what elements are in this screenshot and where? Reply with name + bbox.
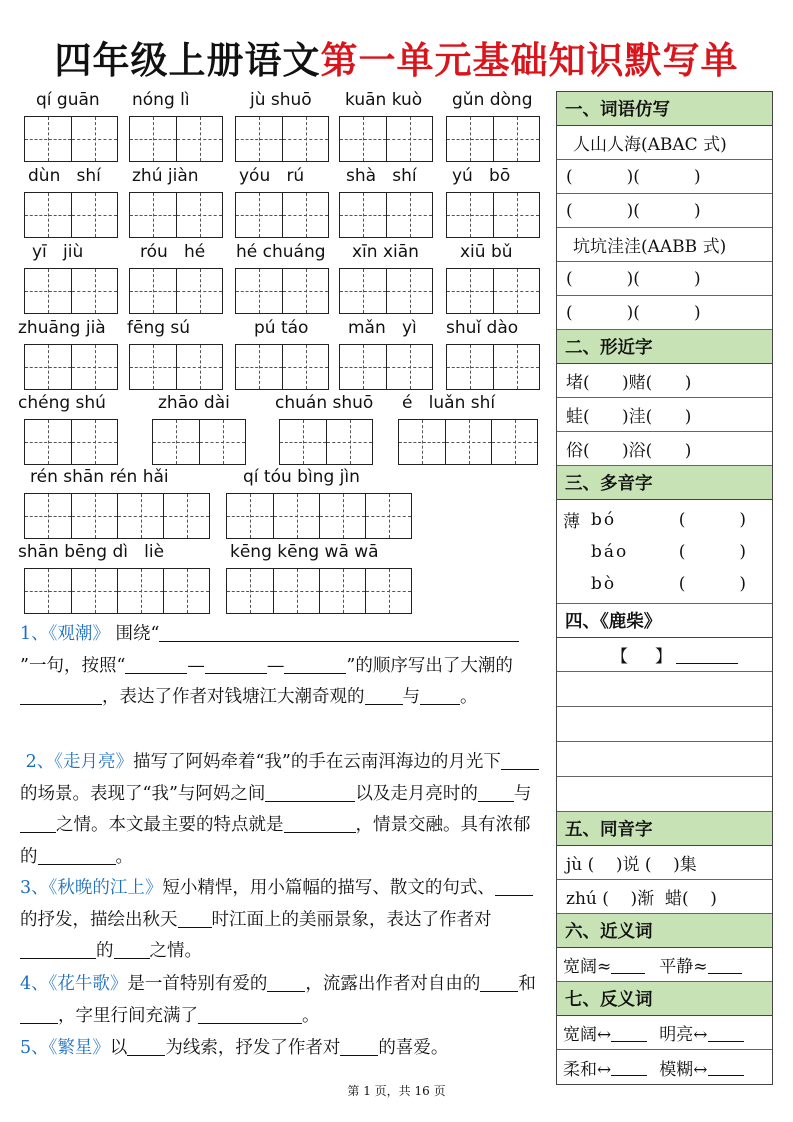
pinyin-label: zhuāng jià xyxy=(18,318,106,338)
answer-parens: ( )( ) xyxy=(566,268,701,289)
antonym-row[interactable] xyxy=(557,1050,772,1084)
page-title xyxy=(0,30,793,84)
q3-blank-4[interactable] xyxy=(114,940,150,959)
q5-title: 《繁星》 xyxy=(48,1038,110,1058)
q4-blank-2[interactable] xyxy=(480,973,518,992)
q3-text-2: 的抒发，描绘出秋天 xyxy=(20,909,178,930)
tianzige-cell[interactable] xyxy=(25,269,71,313)
tianzige-box[interactable] xyxy=(24,116,118,162)
question-1 xyxy=(20,619,542,714)
tianzige-box[interactable] xyxy=(339,116,433,162)
tianzige-cell[interactable] xyxy=(153,420,199,464)
q2-text-2: 的场景。表现了“我”与阿妈之间 xyxy=(20,783,266,804)
reading-1: bó xyxy=(591,509,617,530)
reading-paren: ( ) xyxy=(678,573,746,594)
q5-text-3: 的喜爱。 xyxy=(378,1038,449,1058)
pinyin-label: rén shān rén hǎi xyxy=(30,467,169,487)
tianzige-box[interactable] xyxy=(24,493,210,539)
tianzige-cell[interactable] xyxy=(493,117,539,161)
tianzige-cell[interactable] xyxy=(176,117,222,161)
tianzige-box[interactable] xyxy=(235,268,329,314)
pinyin-label: qí guān xyxy=(36,90,100,110)
pinyin-label: é luǎn shí xyxy=(402,393,496,413)
polyphonic-row xyxy=(563,568,766,600)
title-part1: 四年级上册语文 xyxy=(54,39,321,82)
polyphonic-row xyxy=(563,504,766,536)
pinyin-label: hé chuáng xyxy=(236,242,326,262)
section-heading-6: 六、近义词 xyxy=(557,914,772,948)
pinyin-label: chéng shú xyxy=(18,393,106,413)
poem-line-row[interactable] xyxy=(557,707,772,742)
q3-text-5: 之情。 xyxy=(149,941,202,962)
pinyin-label: yú bō xyxy=(452,166,511,186)
q1-text-3: ”的顺序写出了大潮的 xyxy=(346,655,513,676)
synonym-word-1: 宽阔≈ xyxy=(563,957,612,977)
pinyin-label: pú táo xyxy=(254,318,309,338)
similar-char-text: 蛙( )洼( ) xyxy=(566,407,692,427)
q1-blank-1b[interactable] xyxy=(497,623,519,642)
tianzige-box[interactable] xyxy=(129,344,223,390)
q4-blank-1[interactable] xyxy=(267,973,305,992)
q2-blank-6[interactable] xyxy=(38,846,116,865)
tianzige-box[interactable] xyxy=(339,344,433,390)
synonym-blank-2[interactable] xyxy=(708,955,742,974)
antonym-blank-2[interactable] xyxy=(708,1023,744,1042)
page-footer: 第 1 页，共 16 页 xyxy=(347,1084,446,1098)
tianzige-cell[interactable] xyxy=(71,193,117,237)
q4-title: 《花牛歌》 xyxy=(48,974,128,994)
tianzige-cell[interactable] xyxy=(319,494,365,538)
pinyin-label: yóu rú xyxy=(239,166,305,186)
tianzige-cell[interactable] xyxy=(386,193,432,237)
similar-char-text: 堵( )赌( ) xyxy=(566,373,692,393)
tianzige-box[interactable] xyxy=(152,419,246,465)
q3-text-1: 短小精悍，用小篇幅的描写、散文的句式、 xyxy=(162,878,495,898)
q5-text-2: 为线索，抒发了作者对 xyxy=(165,1038,341,1058)
tianzige-cell[interactable] xyxy=(236,345,282,389)
synonym-blank-1[interactable] xyxy=(611,955,645,974)
q2-text-3: 以及走月亮时的 xyxy=(355,783,478,804)
tianzige-box[interactable] xyxy=(226,568,412,614)
tianzige-cell[interactable] xyxy=(340,345,386,389)
tianzige-cell[interactable] xyxy=(273,494,319,538)
q1-blank-7[interactable] xyxy=(420,686,460,705)
antonym-word-2: 明亮↔ xyxy=(659,1025,708,1045)
tianzige-cell[interactable] xyxy=(386,117,432,161)
q4-text-4: ，字里行间充满了 xyxy=(58,1005,198,1026)
tianzige-cell[interactable] xyxy=(447,117,493,161)
pinyin-label: zhú jiàn xyxy=(132,166,199,186)
q2-number: 2、 xyxy=(25,752,55,772)
q2-text-6: ，情景交融。具有浓郁的 xyxy=(20,815,531,868)
answer-parens: ( )( ) xyxy=(566,166,701,187)
pinyin-label: shà shí xyxy=(346,166,417,186)
tianzige-cell[interactable] xyxy=(386,345,432,389)
q3-text-3: 时江面上的美丽景象，表达了作者对 xyxy=(211,909,492,930)
q4-number: 4、 xyxy=(20,974,49,994)
tianzige-box[interactable] xyxy=(398,419,538,465)
tianzige-cell[interactable] xyxy=(71,494,117,538)
pinyin-label: mǎn yì xyxy=(348,318,417,338)
tianzige-cell[interactable] xyxy=(326,420,372,464)
q4-text-1: 是一首特别有爱的 xyxy=(127,974,268,994)
tianzige-cell[interactable] xyxy=(282,269,328,313)
similar-char-text: 俗( )浴( ) xyxy=(566,441,692,461)
tianzige-cell[interactable] xyxy=(130,193,176,237)
q1-title: 《观潮》 xyxy=(48,624,110,644)
homophone-text: jù ( )说 ( )集 xyxy=(566,855,697,875)
tianzige-cell[interactable] xyxy=(71,420,117,464)
sidebar-example-aabb: 坑坑洼洼(AABB 式) xyxy=(557,228,772,262)
pinyin-label: kēng kēng wā wā xyxy=(230,542,379,562)
pinyin-label: shān bēng dì liè xyxy=(18,542,165,562)
tianzige-cell[interactable] xyxy=(447,193,493,237)
question-3 xyxy=(20,873,542,968)
section-heading-1: 一、词语仿写 xyxy=(557,92,772,126)
tianzige-box[interactable] xyxy=(339,192,433,238)
tianzige-cell[interactable] xyxy=(199,420,245,464)
reading-2: báo xyxy=(591,541,629,562)
antonym-word-3: 柔和↔ xyxy=(563,1059,612,1080)
polyphonic-char: 薄 xyxy=(563,512,580,532)
question-2 xyxy=(20,747,542,874)
section-heading-5: 五、同音字 xyxy=(557,812,772,846)
answer-parens: ( )( ) xyxy=(566,302,701,323)
tianzige-cell[interactable] xyxy=(163,569,209,613)
q3-text-4: 的 xyxy=(96,941,114,962)
q5-blank-2[interactable] xyxy=(340,1037,378,1056)
tianzige-cell[interactable] xyxy=(236,269,282,313)
tianzige-cell[interactable] xyxy=(130,269,176,313)
answer-parens: ( )( ) xyxy=(566,200,701,221)
tianzige-cell[interactable] xyxy=(280,420,326,464)
tianzige-cell[interactable] xyxy=(176,193,222,237)
reading-3: bò xyxy=(591,573,617,594)
q1-text-4: ，表达了作者对钱塘江大潮奇观的 xyxy=(102,687,365,708)
q1-blank-4[interactable] xyxy=(284,654,346,673)
pinyin-label: xiū bǔ xyxy=(460,242,513,262)
tianzige-cell[interactable] xyxy=(273,569,319,613)
poem-line-row[interactable] xyxy=(557,777,772,812)
homophone-text: zhú ( )渐 蜡( ) xyxy=(566,889,717,909)
tianzige-box[interactable] xyxy=(129,192,223,238)
tianzige-box[interactable] xyxy=(24,268,118,314)
tianzige-box[interactable] xyxy=(235,116,329,162)
tianzige-cell[interactable] xyxy=(71,117,117,161)
poem-line-row[interactable] xyxy=(557,672,772,707)
tianzige-cell[interactable] xyxy=(282,345,328,389)
antonym-word-4: 模糊↔ xyxy=(659,1059,708,1080)
pinyin-label: gǔn dòng xyxy=(452,90,533,110)
tianzige-cell[interactable] xyxy=(71,345,117,389)
similar-char-row[interactable] xyxy=(557,398,772,432)
similar-char-row[interactable] xyxy=(557,364,772,398)
tianzige-cell[interactable] xyxy=(491,420,537,464)
sidebar-example-abac: 人山人海(ABAC 式) xyxy=(557,126,772,160)
poem-bracket: 【 】 xyxy=(611,647,673,667)
poem-line-row[interactable] xyxy=(557,742,772,777)
pinyin-label: zhāo dài xyxy=(158,393,230,413)
q1-dash-2: — xyxy=(266,655,285,676)
q3-blank-3[interactable] xyxy=(20,940,96,959)
tianzige-cell[interactable] xyxy=(117,494,163,538)
q1-blank-2[interactable] xyxy=(125,654,187,673)
tianzige-cell[interactable] xyxy=(25,193,71,237)
tianzige-box[interactable] xyxy=(279,419,373,465)
tianzige-cell[interactable] xyxy=(227,494,273,538)
reading-paren: ( ) xyxy=(678,509,746,530)
tianzige-cell[interactable] xyxy=(176,345,222,389)
q2-blank-2[interactable] xyxy=(265,782,335,801)
q4-blank-3[interactable] xyxy=(20,1004,58,1023)
pinyin-label: qí tóu bìng jìn xyxy=(243,467,360,487)
q3-blank-2[interactable] xyxy=(178,908,212,927)
pinyin-label: yī jiù xyxy=(32,242,84,262)
q1-blank-6[interactable] xyxy=(365,686,403,705)
pinyin-label: chuán shuō xyxy=(275,393,374,413)
tianzige-cell[interactable] xyxy=(445,420,491,464)
q4-blank-4[interactable] xyxy=(198,1004,302,1023)
tianzige-cell[interactable] xyxy=(236,117,282,161)
q1-blank-1[interactable] xyxy=(159,623,497,642)
homophone-row[interactable] xyxy=(557,880,772,914)
tianzige-box[interactable] xyxy=(235,192,329,238)
antonym-word-1: 宽阔↔ xyxy=(563,1025,612,1045)
pinyin-label: xīn xiān xyxy=(352,242,419,262)
q2-text-4: 与 xyxy=(513,783,532,804)
tianzige-box[interactable] xyxy=(24,419,118,465)
polyphonic-block[interactable] xyxy=(557,500,772,604)
q5-number: 5、 xyxy=(20,1038,49,1058)
q5-text-1: 以 xyxy=(109,1038,128,1058)
q1-blank-3[interactable] xyxy=(205,654,267,673)
pinyin-label: róu hé xyxy=(140,242,206,262)
q1-number: 1、 xyxy=(20,624,49,644)
section-heading-4: 四、《鹿柴》 xyxy=(557,604,772,638)
tianzige-cell[interactable] xyxy=(365,569,411,613)
tianzige-cell[interactable] xyxy=(493,193,539,237)
section-heading-3: 三、多音字 xyxy=(557,466,772,500)
tianzige-cell[interactable] xyxy=(25,494,71,538)
tianzige-box[interactable] xyxy=(24,192,118,238)
q1-dash-1: — xyxy=(187,655,205,676)
tianzige-cell[interactable] xyxy=(236,193,282,237)
homophone-row[interactable] xyxy=(557,846,772,880)
q4-text-2: ，流露出作者对自由的 xyxy=(305,974,481,994)
tianzige-cell[interactable] xyxy=(25,345,71,389)
pinyin-label: fēng sú xyxy=(127,318,191,338)
q1-text-6: 。 xyxy=(460,687,478,708)
q3-number: 3、 xyxy=(20,878,49,898)
tianzige-box[interactable] xyxy=(226,493,412,539)
q2-text-1: 描写了阿妈牵着“我”的手在云南洱海边的月光下 xyxy=(132,752,501,772)
q2-blank-2b[interactable] xyxy=(335,782,355,801)
tianzige-box[interactable] xyxy=(446,192,540,238)
tianzige-box[interactable] xyxy=(446,116,540,162)
tianzige-cell[interactable] xyxy=(176,269,222,313)
pinyin-label: nóng lì xyxy=(132,90,190,110)
q4-text-5: 。 xyxy=(302,1005,320,1026)
sidebar-panel xyxy=(556,91,773,1085)
reading-paren: ( ) xyxy=(678,541,746,562)
tianzige-cell[interactable] xyxy=(130,345,176,389)
tianzige-box[interactable] xyxy=(446,344,540,390)
q1-text-1: 围绕“ xyxy=(109,624,160,644)
q2-blank-3[interactable] xyxy=(478,782,514,801)
tianzige-cell[interactable] xyxy=(71,569,117,613)
tianzige-box[interactable] xyxy=(235,344,329,390)
title-part2: 第一单元基础知识默写单 xyxy=(320,39,739,82)
poem-title-row[interactable] xyxy=(557,638,772,672)
q2-blank-1[interactable] xyxy=(501,751,539,770)
q1-text-2: ”一句，按照“ xyxy=(20,655,126,676)
tianzige-cell[interactable] xyxy=(25,569,71,613)
pinyin-label: kuān kuò xyxy=(345,90,423,110)
q3-title: 《秋晚的江上》 xyxy=(48,878,163,898)
tianzige-box[interactable] xyxy=(24,568,210,614)
tianzige-cell[interactable] xyxy=(493,345,539,389)
antonym-blank-4[interactable] xyxy=(708,1058,744,1077)
tianzige-cell[interactable] xyxy=(25,420,71,464)
antonym-blank-1[interactable] xyxy=(611,1023,647,1042)
tianzige-box[interactable] xyxy=(446,268,540,314)
tianzige-cell[interactable] xyxy=(365,494,411,538)
poem-title-blank[interactable] xyxy=(676,645,738,664)
q2-blank-4[interactable] xyxy=(20,814,56,833)
tianzige-cell[interactable] xyxy=(493,269,539,313)
tianzige-cell[interactable] xyxy=(386,269,432,313)
tianzige-cell[interactable] xyxy=(447,345,493,389)
section-heading-7: 七、反义词 xyxy=(557,982,772,1016)
polyphonic-row xyxy=(563,536,766,568)
section-heading-2: 二、形近字 xyxy=(557,330,772,364)
similar-char-row[interactable] xyxy=(557,432,772,466)
tianzige-box[interactable] xyxy=(339,268,433,314)
tianzige-cell[interactable] xyxy=(130,117,176,161)
q3-blank-1[interactable] xyxy=(495,877,533,896)
sidebar-answer-row[interactable] xyxy=(557,296,772,330)
question-5 xyxy=(20,1033,542,1065)
sidebar-answer-row[interactable] xyxy=(557,194,772,228)
synonym-row[interactable] xyxy=(557,948,772,982)
antonym-row[interactable] xyxy=(557,1016,772,1050)
tianzige-cell[interactable] xyxy=(447,269,493,313)
tianzige-cell[interactable] xyxy=(163,494,209,538)
pinyin-label: shuǐ dào xyxy=(446,318,519,338)
tianzige-cell[interactable] xyxy=(340,193,386,237)
tianzige-cell[interactable] xyxy=(25,117,71,161)
q5-blank-1[interactable] xyxy=(127,1037,165,1056)
synonym-word-2: 平静≈ xyxy=(659,957,708,977)
tianzige-cell[interactable] xyxy=(340,117,386,161)
tianzige-cell[interactable] xyxy=(399,420,445,464)
q2-text-5: 之情。本文最主要的特点就是 xyxy=(56,815,284,836)
question-4 xyxy=(20,969,542,1032)
tianzige-cell[interactable] xyxy=(319,569,365,613)
tianzige-cell[interactable] xyxy=(71,269,117,313)
tianzige-cell[interactable] xyxy=(227,569,273,613)
q2-title: 《走月亮》 xyxy=(54,752,133,772)
q2-text-7: 。 xyxy=(115,847,133,868)
pinyin-label: jù shuō xyxy=(250,90,312,110)
q2-blank-5[interactable] xyxy=(284,814,356,833)
q1-blank-5[interactable] xyxy=(20,686,102,705)
sidebar-answer-row[interactable] xyxy=(557,160,772,194)
tianzige-box[interactable] xyxy=(129,268,223,314)
tianzige-cell[interactable] xyxy=(340,269,386,313)
sidebar-answer-row[interactable] xyxy=(557,262,772,296)
tianzige-cell[interactable] xyxy=(282,117,328,161)
tianzige-box[interactable] xyxy=(24,344,118,390)
antonym-blank-3[interactable] xyxy=(611,1058,647,1077)
tianzige-cell[interactable] xyxy=(117,569,163,613)
pinyin-label: dùn shí xyxy=(28,166,101,186)
q4-text-3: 和 xyxy=(518,974,536,994)
q1-text-5: 与 xyxy=(402,687,420,708)
tianzige-cell[interactable] xyxy=(282,193,328,237)
tianzige-box[interactable] xyxy=(129,116,223,162)
